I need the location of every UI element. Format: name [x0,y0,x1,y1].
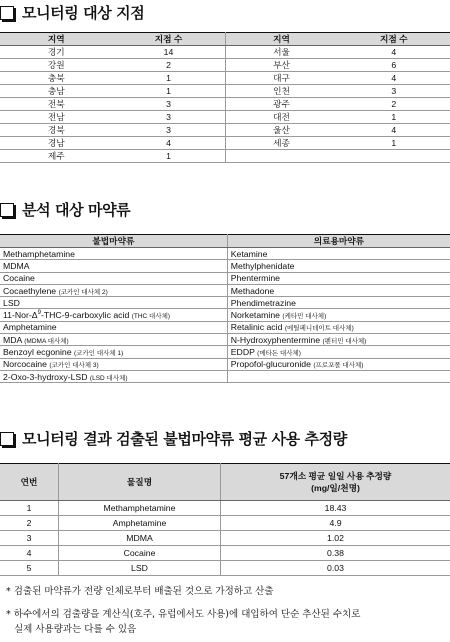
drug-name: Cocaine [3,273,35,284]
table-header-row [0,464,450,501]
monitoring-sites-table [0,32,450,163]
table-row [0,546,450,561]
analysis-drugs-table [0,234,450,383]
region-cell: 대전 [225,111,338,124]
drug-name: 2-Oxo-3-hydroxy-LSD [3,371,88,382]
illegal-drug-cell [0,272,227,284]
region-cell: 울산 [225,124,338,137]
medical-drug-cell [227,260,450,272]
metabolite-note: (메타돈 대사체) [257,350,301,358]
region-cell: 전북 [0,98,113,111]
drug-name: Cocaethylene [3,285,57,296]
illegal-drug-cell [0,297,227,309]
usage-value-cell: 18.43 [221,501,450,516]
region-cell: 강원 [0,59,113,72]
col-number: 연번 [0,464,59,501]
usage-value-cell: 0.38 [221,546,450,561]
drug-name: $11-Nor-\Delta^9-THC-9$-carboxylic acid [3,310,130,321]
col-daily-usage: 57개소 평균 일일 사용 추정량 (mg/일/천명) [221,464,450,501]
region-cell: 광주 [225,98,338,111]
table-row [0,309,450,321]
metabolite-note: (프로포폴 대사체) [313,362,364,370]
illegal-drug-cell [0,334,227,346]
medical-drug-cell [227,272,450,284]
metabolite-note: (THC 대사체) [131,313,171,321]
region-cell: 부산 [225,59,338,72]
metabolite-note: (MDMA 대사체) [24,337,69,345]
region-cell: 경기 [0,46,113,59]
footnote-3: 실제 사용량과는 다를 수 있음 [14,624,137,635]
table-row [0,260,450,272]
site-count-cell: 1 [113,150,226,163]
drug-name: Methadone [230,285,275,296]
metabolite-note: (케타민 대사체) [282,313,327,321]
usage-value-cell: 1.02 [221,531,450,546]
table-header-row [0,33,450,46]
drug-name: EDDP [230,347,255,358]
section1-heading [0,4,144,22]
table-row [0,124,450,137]
metabolite-note: (LSD 대사체) [89,374,128,382]
site-count-cell [338,150,450,163]
region-cell: 전남 [0,111,113,124]
region-cell: 경남 [0,137,113,150]
checkbox-square-icon [0,203,14,217]
site-count-cell: 2 [338,98,450,111]
checkbox-square-icon [0,432,14,446]
site-count-cell: 4 [113,137,226,150]
metabolite-note: (코카인 대사체 2) [58,288,108,296]
substance-cell: Cocaine [59,546,221,561]
site-count-cell: 1 [113,85,226,98]
footnote-1: * 검출된 마약류가 전량 인체로부터 배출된 것으로 가정하고 산출 [6,586,274,597]
metabolite-note: (펜터민 대사체) [322,337,367,345]
table-row [0,72,450,85]
drug-name: Propofol-glucuronide [230,359,311,370]
illegal-drug-cell [0,321,227,333]
usage-value-cell: 0.03 [221,561,450,576]
table-row [0,297,450,309]
col-medical-drugs: 의료용마약류 [227,235,450,248]
substance-cell: LSD [59,561,221,576]
illegal-drug-cell [0,346,227,358]
number-cell: 3 [0,531,59,546]
site-count-cell: 3 [113,111,226,124]
table-row [0,516,450,531]
illegal-drug-cell [0,370,227,382]
table-row [0,98,450,111]
medical-drug-cell [227,248,450,260]
medical-drug-cell [227,358,450,370]
drug-name: Phendimetrazine [230,297,296,308]
table-row [0,501,450,516]
table-row [0,321,450,333]
table-row [0,248,450,260]
table-header-row [0,235,450,248]
table-row [0,59,450,72]
medical-drug-cell [227,297,450,309]
col-site-count: 지점 수 [113,33,226,46]
section1-title: 모니터링 대상 지점 [22,4,145,22]
region-cell: 충남 [0,85,113,98]
table-row [0,111,450,124]
drug-name: Methylphenidate [230,260,295,271]
site-count-cell: 1 [338,137,450,150]
table-row [0,346,450,358]
illegal-drug-cell [0,309,227,321]
usage-value-cell: 4.9 [221,516,450,531]
region-cell: 인천 [225,85,338,98]
section2-heading [0,201,130,219]
site-count-cell: 3 [338,85,450,98]
col-region: 지역 [0,33,113,46]
medical-drug-cell [227,284,450,296]
site-count-cell: 4 [338,124,450,137]
region-cell: 서울 [225,46,338,59]
site-count-cell: 3 [113,124,226,137]
metabolite-note: (코카인 대사체 1) [74,350,124,358]
site-count-cell: 6 [338,59,450,72]
table-row [0,46,450,59]
region-cell: 대구 [225,72,338,85]
site-count-cell: 14 [113,46,226,59]
section3-heading [0,430,347,448]
medical-drug-cell [227,321,450,333]
table-row [0,150,450,163]
illegal-drug-cell [0,248,227,260]
col-illegal-drugs: 불법마약류 [0,235,227,248]
substance-cell: Amphetamine [59,516,221,531]
col-region: 지역 [225,33,338,46]
site-count-cell: 4 [338,72,450,85]
drug-name: Ketamine [230,248,268,259]
metabolite-note: (메틸페니데이트 대사체) [284,325,354,333]
illegal-drug-cell [0,358,227,370]
illegal-drug-cell [0,284,227,296]
site-count-cell: 1 [338,111,450,124]
table-row [0,370,450,382]
region-cell: 세종 [225,137,338,150]
table-row [0,561,450,576]
col-substance: 물질명 [59,464,221,501]
region-cell: 경북 [0,124,113,137]
table-row [0,358,450,370]
usage-estimate-table [0,463,450,576]
drug-name: Retalinic acid [230,322,283,333]
site-count-cell: 1 [113,72,226,85]
drug-name: MDMA [3,260,30,271]
medical-drug-cell [227,334,450,346]
table-row [0,85,450,98]
medical-drug-cell [227,309,450,321]
section3-title: 모니터링 결과 검출된 불법마약류 평균 사용 추정량 [22,430,347,448]
drug-name: Benzoyl ecgonine [3,347,72,358]
col-site-count: 지점 수 [338,33,450,46]
table-row [0,272,450,284]
table-row [0,284,450,296]
checkbox-square-icon [0,6,14,20]
region-cell: 충북 [0,72,113,85]
drug-name: Phentermine [230,273,281,284]
metabolite-note: (코카인 대사체 3) [49,362,99,370]
table-row [0,137,450,150]
number-cell: 4 [0,546,59,561]
drug-name: Norcocaine [3,359,47,370]
site-count-cell: 2 [113,59,226,72]
substance-cell: Methamphetamine [59,501,221,516]
table-row [0,531,450,546]
footnote-2: * 하수에서의 검출량을 계산식(호주, 유럽에서도 사용)에 대입하여 단순 추산된 수치로 [6,609,361,620]
number-cell: 2 [0,516,59,531]
medical-drug-cell [227,370,450,382]
medical-drug-cell [227,346,450,358]
site-count-cell: 3 [113,98,226,111]
site-count-cell: 4 [338,46,450,59]
section2-title: 분석 대상 마약류 [22,201,131,219]
region-cell: 제주 [0,150,113,163]
drug-name: N-Hydroxyphentermine [230,334,321,345]
number-cell: 5 [0,561,59,576]
number-cell: 1 [0,501,59,516]
drug-name: Methamphetamine [3,248,75,259]
drug-name: Amphetamine [3,322,57,333]
table-row [0,334,450,346]
region-cell [225,150,338,163]
illegal-drug-cell [0,260,227,272]
substance-cell: MDMA [59,531,221,546]
drug-name: LSD [3,297,20,308]
drug-name: Norketamine [230,310,280,321]
drug-name: MDA [3,334,22,345]
